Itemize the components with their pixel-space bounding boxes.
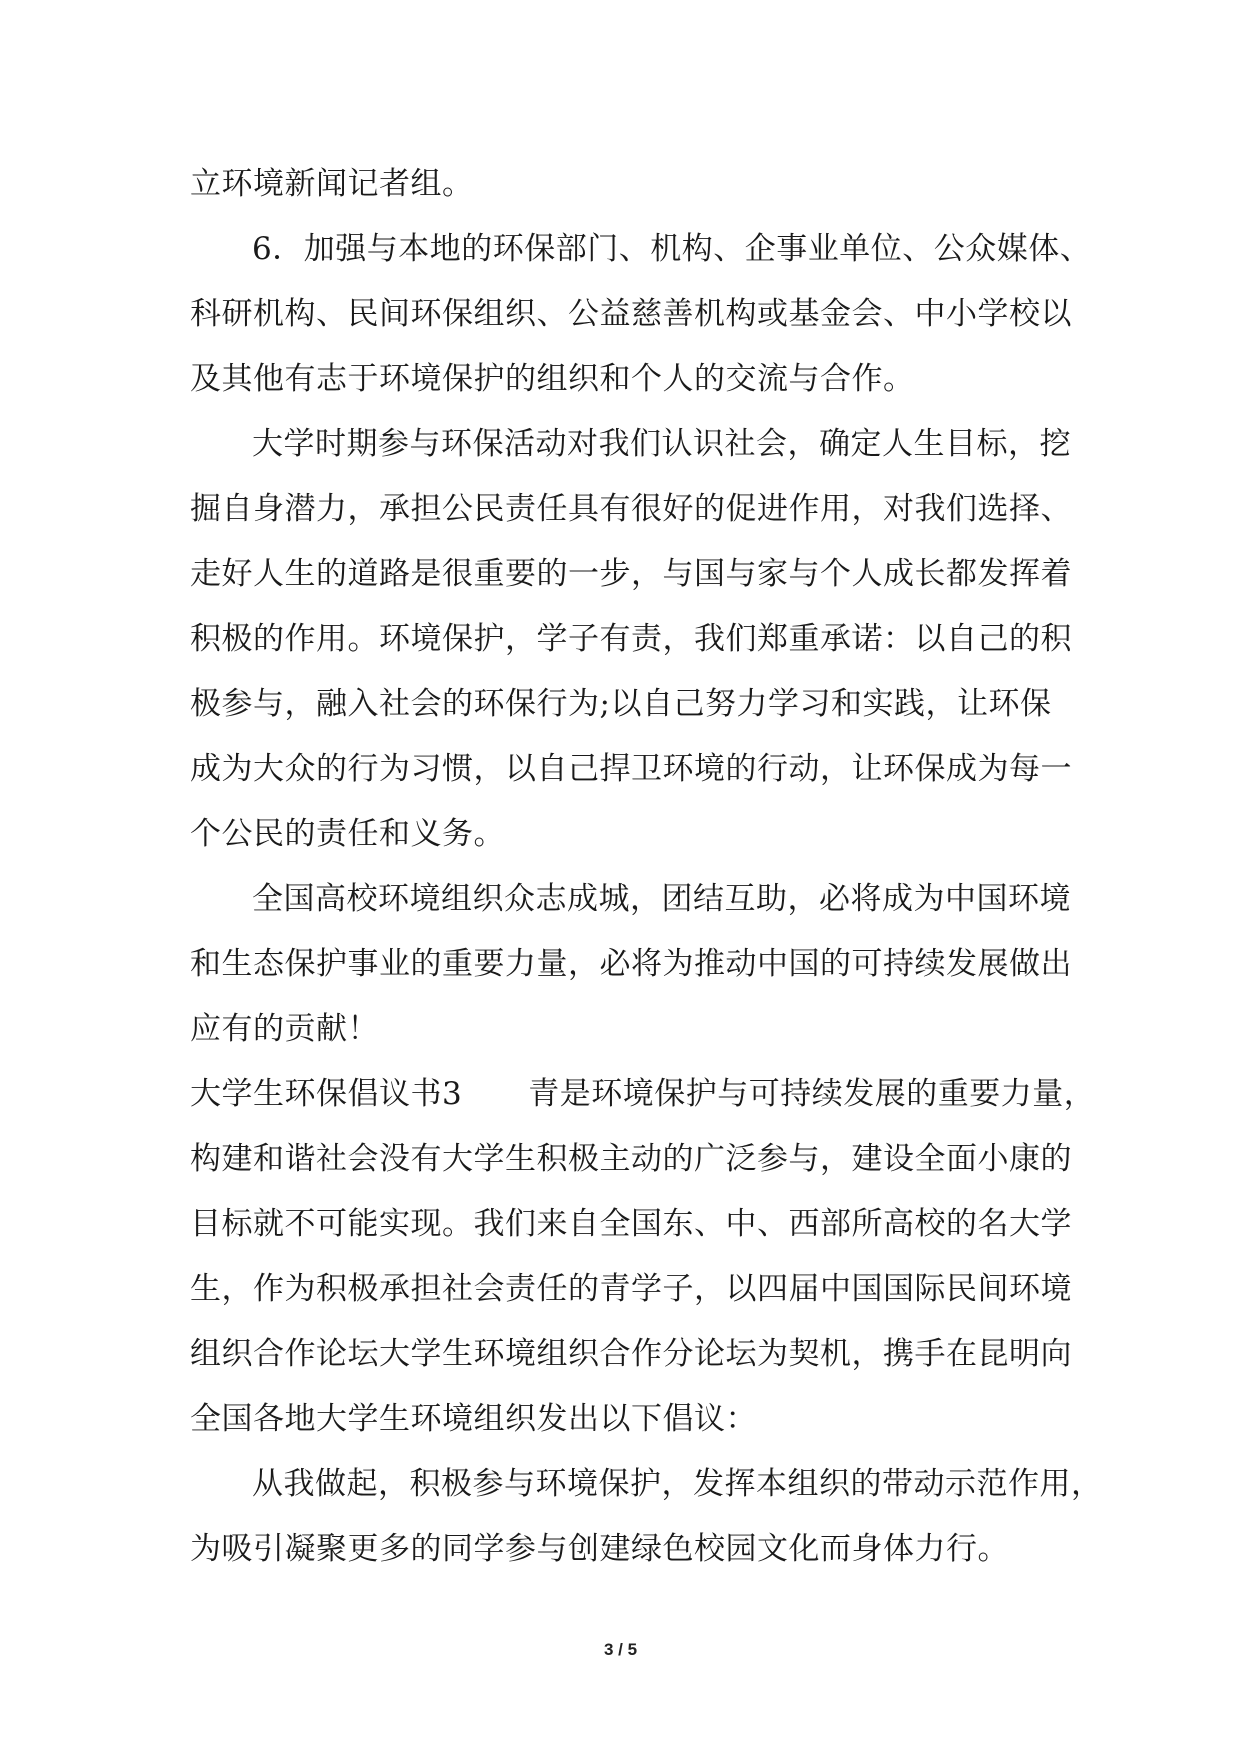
text-line: 为吸引凝聚更多的同学参与创建绿色校园文化而身体力行。 [190, 1531, 1009, 1567]
page-number: 3 / 5 [603, 1640, 638, 1659]
text-line: 立环境新闻记者组。 [190, 166, 474, 202]
text-line: 从我做起，积极参与环境保护，发挥本组织的带动示范作用， [252, 1466, 1103, 1502]
text-line: 目标就不可能实现。我们来自全国东、中、西部所高校的名大学 [190, 1206, 1072, 1242]
text-line: 构建和谐社会没有大学生积极主动的广泛参与，建设全面小康的 [190, 1141, 1072, 1177]
text-line: 全国各地大学生环境组织发出以下倡议： [190, 1401, 757, 1437]
section-heading: 大学生环保倡议书3 [190, 1076, 463, 1112]
text-line: 大学时期参与环保活动对我们认识社会，确定人生目标，挖 [252, 426, 1071, 462]
section-heading-line [190, 1062, 1096, 1127]
text-line: 积极的作用。环境保护，学子有责，我们郑重承诺：以自己的积 [190, 621, 1072, 657]
text-line: 掘自身潜力，承担公民责任具有很好的促进作用，对我们选择、 [190, 491, 1072, 527]
text-line: 成为大众的行为习惯，以自己捍卫环境的行动，让环保成为每一 [190, 751, 1072, 787]
text-line: 青是环境保护与可持续发展的重要力量， [528, 1076, 1096, 1112]
text-line: 组织合作论坛大学生环境组织合作分论坛为契机，携手在昆明向 [190, 1336, 1072, 1372]
text-line: 极参与，融入社会的环保行为;以自己努力学习和实践，让环保 [190, 686, 1052, 722]
text-line: 走好人生的道路是很重要的一步，与国与家与个人成长都发挥着 [190, 556, 1072, 592]
text-line: 应有的贡献！ [190, 1011, 379, 1047]
text-line: 和生态保护事业的重要力量，必将为推动中国的可持续发展做出 [190, 946, 1072, 982]
text-line: 生，作为积极承担社会责任的青学子，以四届中国国际民间环境 [190, 1271, 1072, 1307]
text-line: 个公民的责任和义务。 [190, 816, 505, 852]
text-line: 科研机构、民间环保组织、公益慈善机构或基金会、中小学校以 [190, 296, 1072, 332]
body-text [190, 152, 1103, 1582]
text-line: 全国高校环境组织众志成城，团结互助，必将成为中国环境 [252, 881, 1071, 917]
text-line: 6．加强与本地的环保部门、机构、企事业单位、公众媒体、 [252, 231, 1092, 267]
text-line: 及其他有志于环境保护的组织和个人的交流与合作。 [190, 361, 915, 397]
